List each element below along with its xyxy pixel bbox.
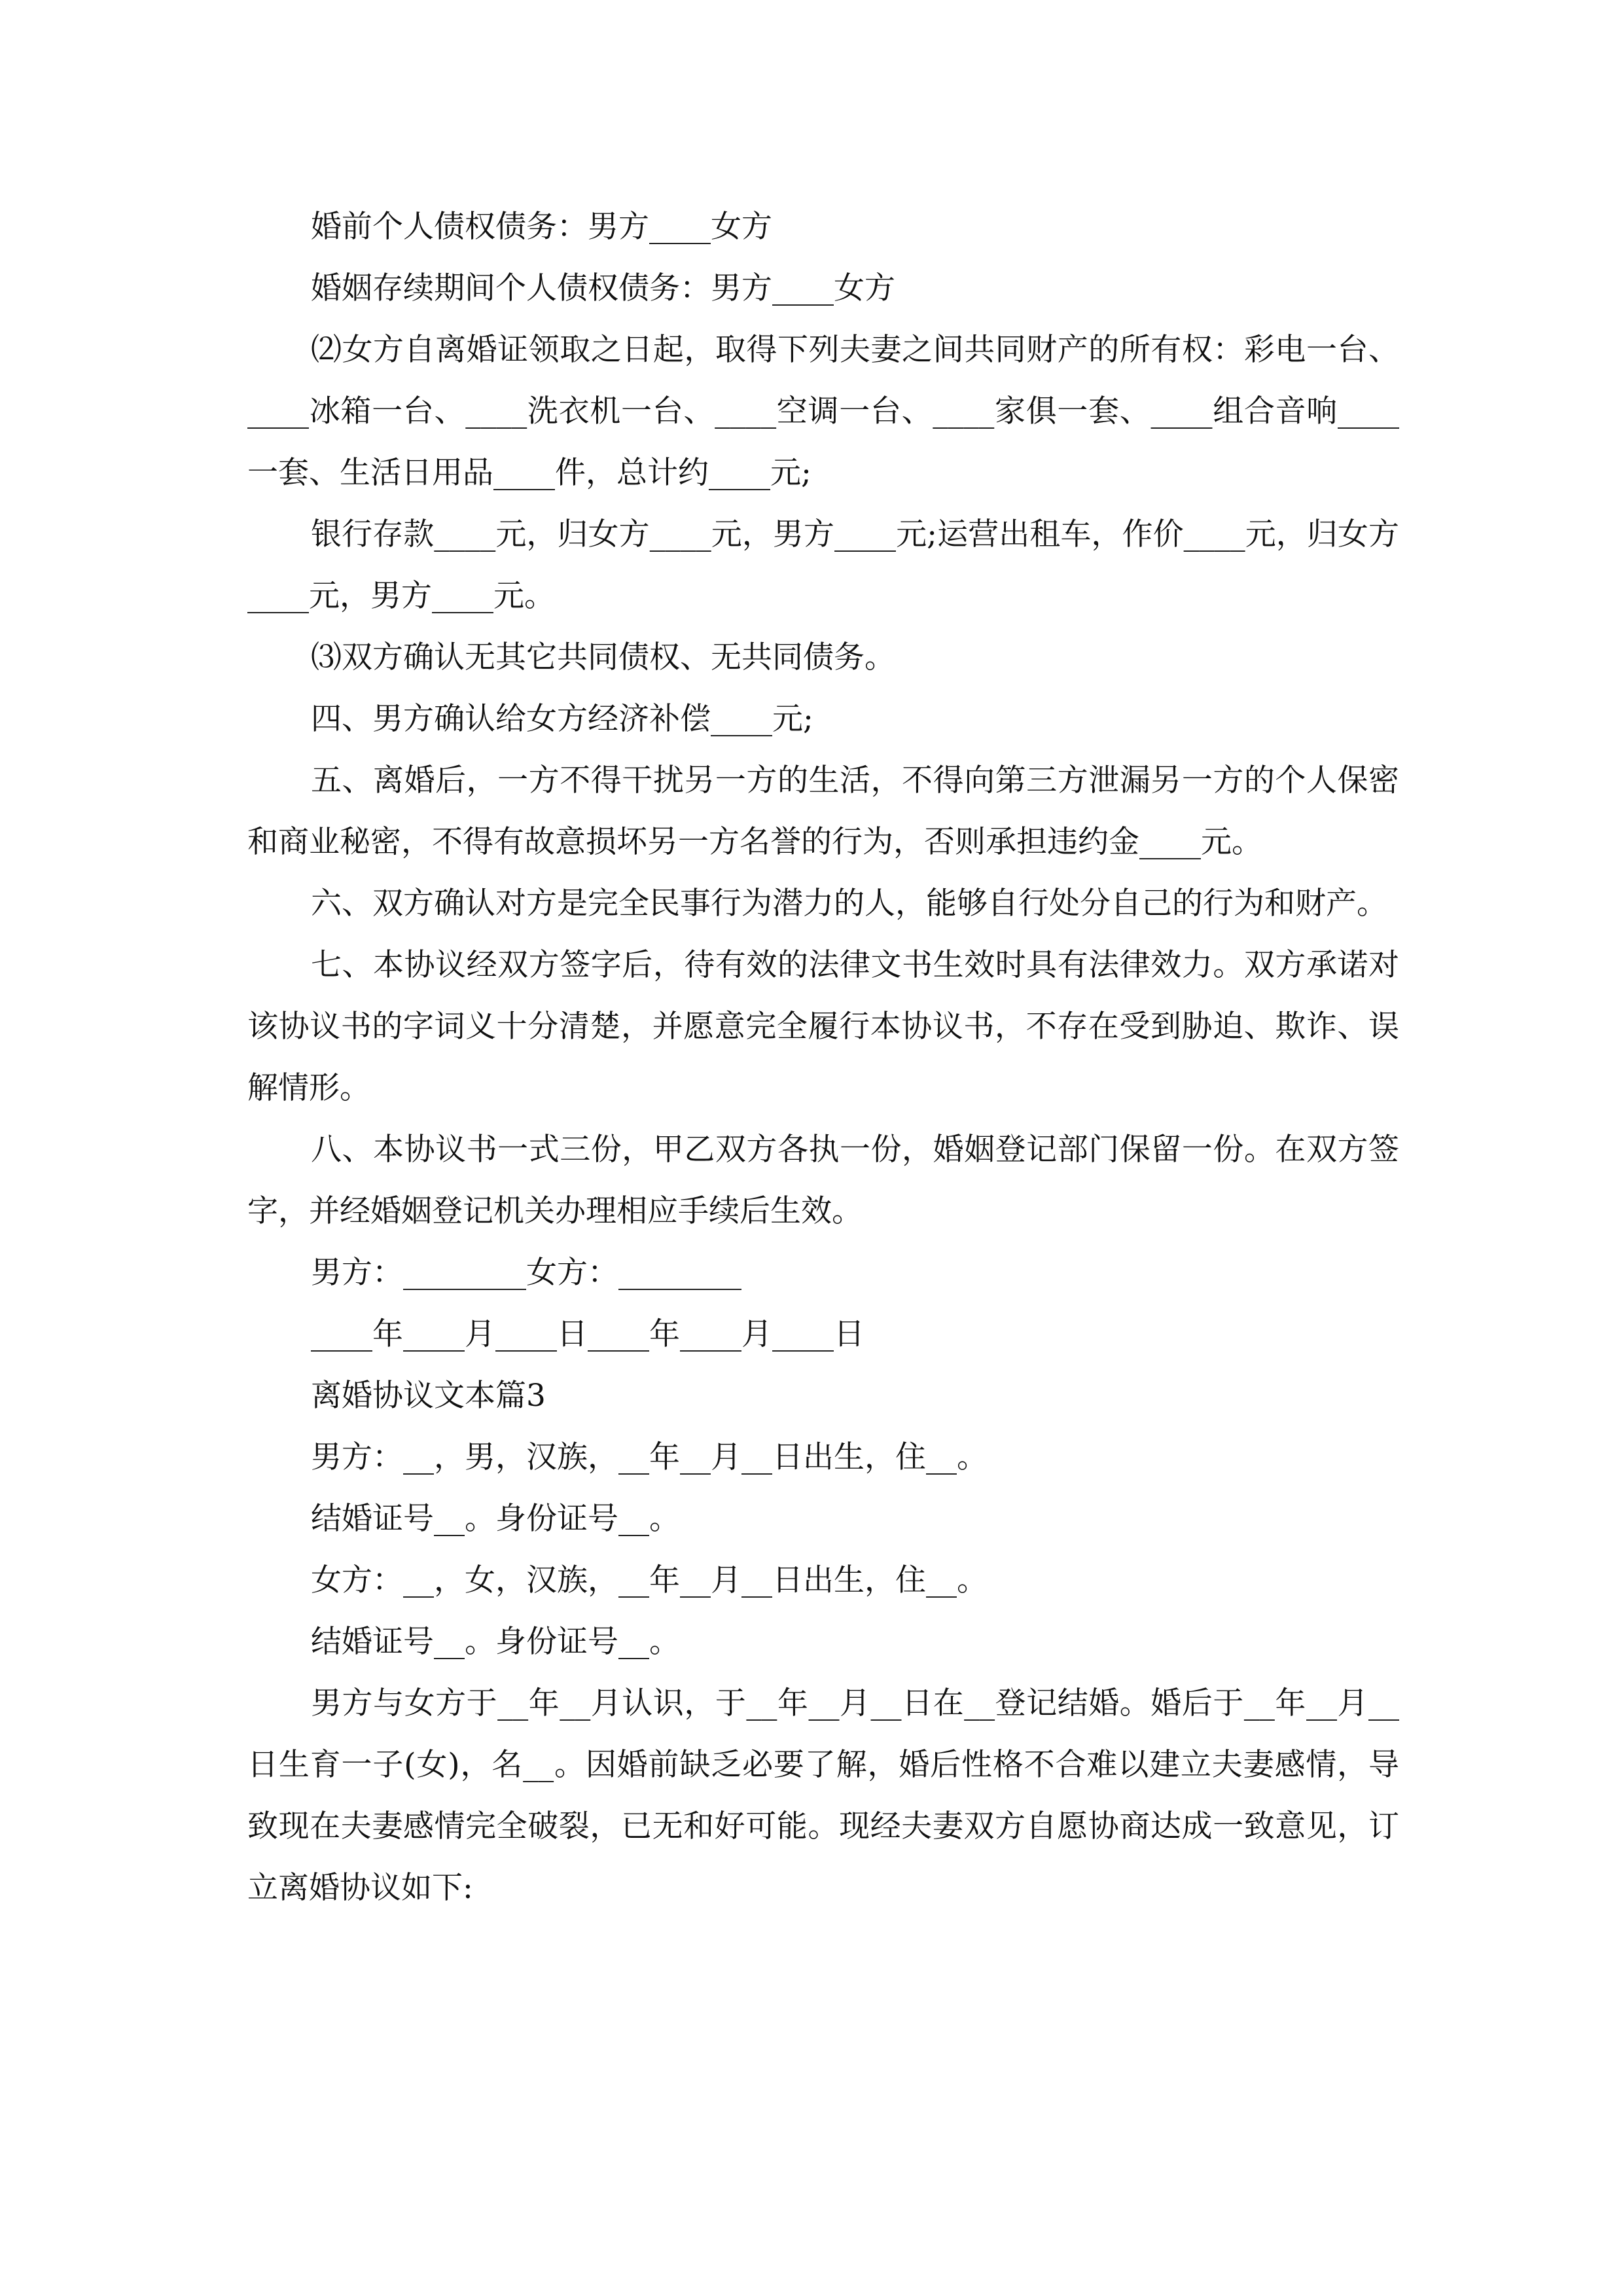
paragraph-marital-debts: 婚姻存续期间个人债权债务：男方____女方 [311,270,895,306]
document-page [247,196,1399,1919]
section-heading: 离婚协议文本篇3 [311,1378,546,1414]
male-party-info: 男方：__，男，汉族，__年__月__日出生，住__。 [311,1439,988,1475]
paragraph-bank-savings: 银行存款____元，归女方____元，男方____元;运营出租车，作价____元，归女方____元，男方____元。 [247,516,1399,614]
male-certificate-info: 结婚证号__。身份证号__。 [311,1501,680,1537]
clause-five: 五、离婚后，一方不得干扰另一方的生活，不得向第三方泄漏另一方的个人保密和商业秘密，不得有故意损坏另一方名誉的行为，否则承担违约金____元。 [247,762,1399,860]
paragraph-premarital-debts: 婚前个人债权债务：男方____女方 [311,209,772,245]
marriage-background: 男方与女方于__年__月认识，于__年__月__日在__登记结婚。婚后于__年__月__日生育一子(女)，名__。因婚前缺乏必要了解，婚后性格不合难以建立夫妻感情，导致现在夫妻感情完全破裂，已无和好可能。现经夫妻双方自愿协商达成一致意见，订立离婚协议如下: [247,1685,1399,1906]
clause-six: 六、双方确认对方是完全民事行为潜力的人，能够自行处分自己的行为和财产。 [311,886,1387,922]
paragraph-female-property: ⑵女方自离婚证领取之日起，取得下列夫妻之间共同财产的所有权：彩电一台、____冰箱一台、____洗衣机一台、____空调一台、____家俱一套、____组合音响____一套、生活日用品____件，总计约____元; [247,332,1399,491]
signature-line: 男方：________女方：________ [311,1255,741,1291]
paragraph-no-common-debts: ⑶双方确认无其它共同债权、无共同债务。 [311,639,895,675]
female-party-info: 女方：__，女，汉族，__年__月__日出生，住__。 [311,1562,988,1598]
clause-eight: 八、本协议书一式三份，甲乙双方各执一份，婚姻登记部门保留一份。在双方签字，并经婚姻登记机关办理相应手续后生效。 [247,1132,1399,1229]
clause-four: 四、男方确认给女方经济补偿____元; [311,701,813,737]
female-certificate-info: 结婚证号__。身份证号__。 [311,1624,680,1660]
date-line: ____年____月____日____年____月____日 [311,1316,865,1352]
clause-seven: 七、本协议经双方签字后，待有效的法律文书生效时具有法律效力。双方承诺对该协议书的字词义十分清楚，并愿意完全履行本协议书，不存在受到胁迫、欺诈、误解情形。 [247,947,1399,1106]
